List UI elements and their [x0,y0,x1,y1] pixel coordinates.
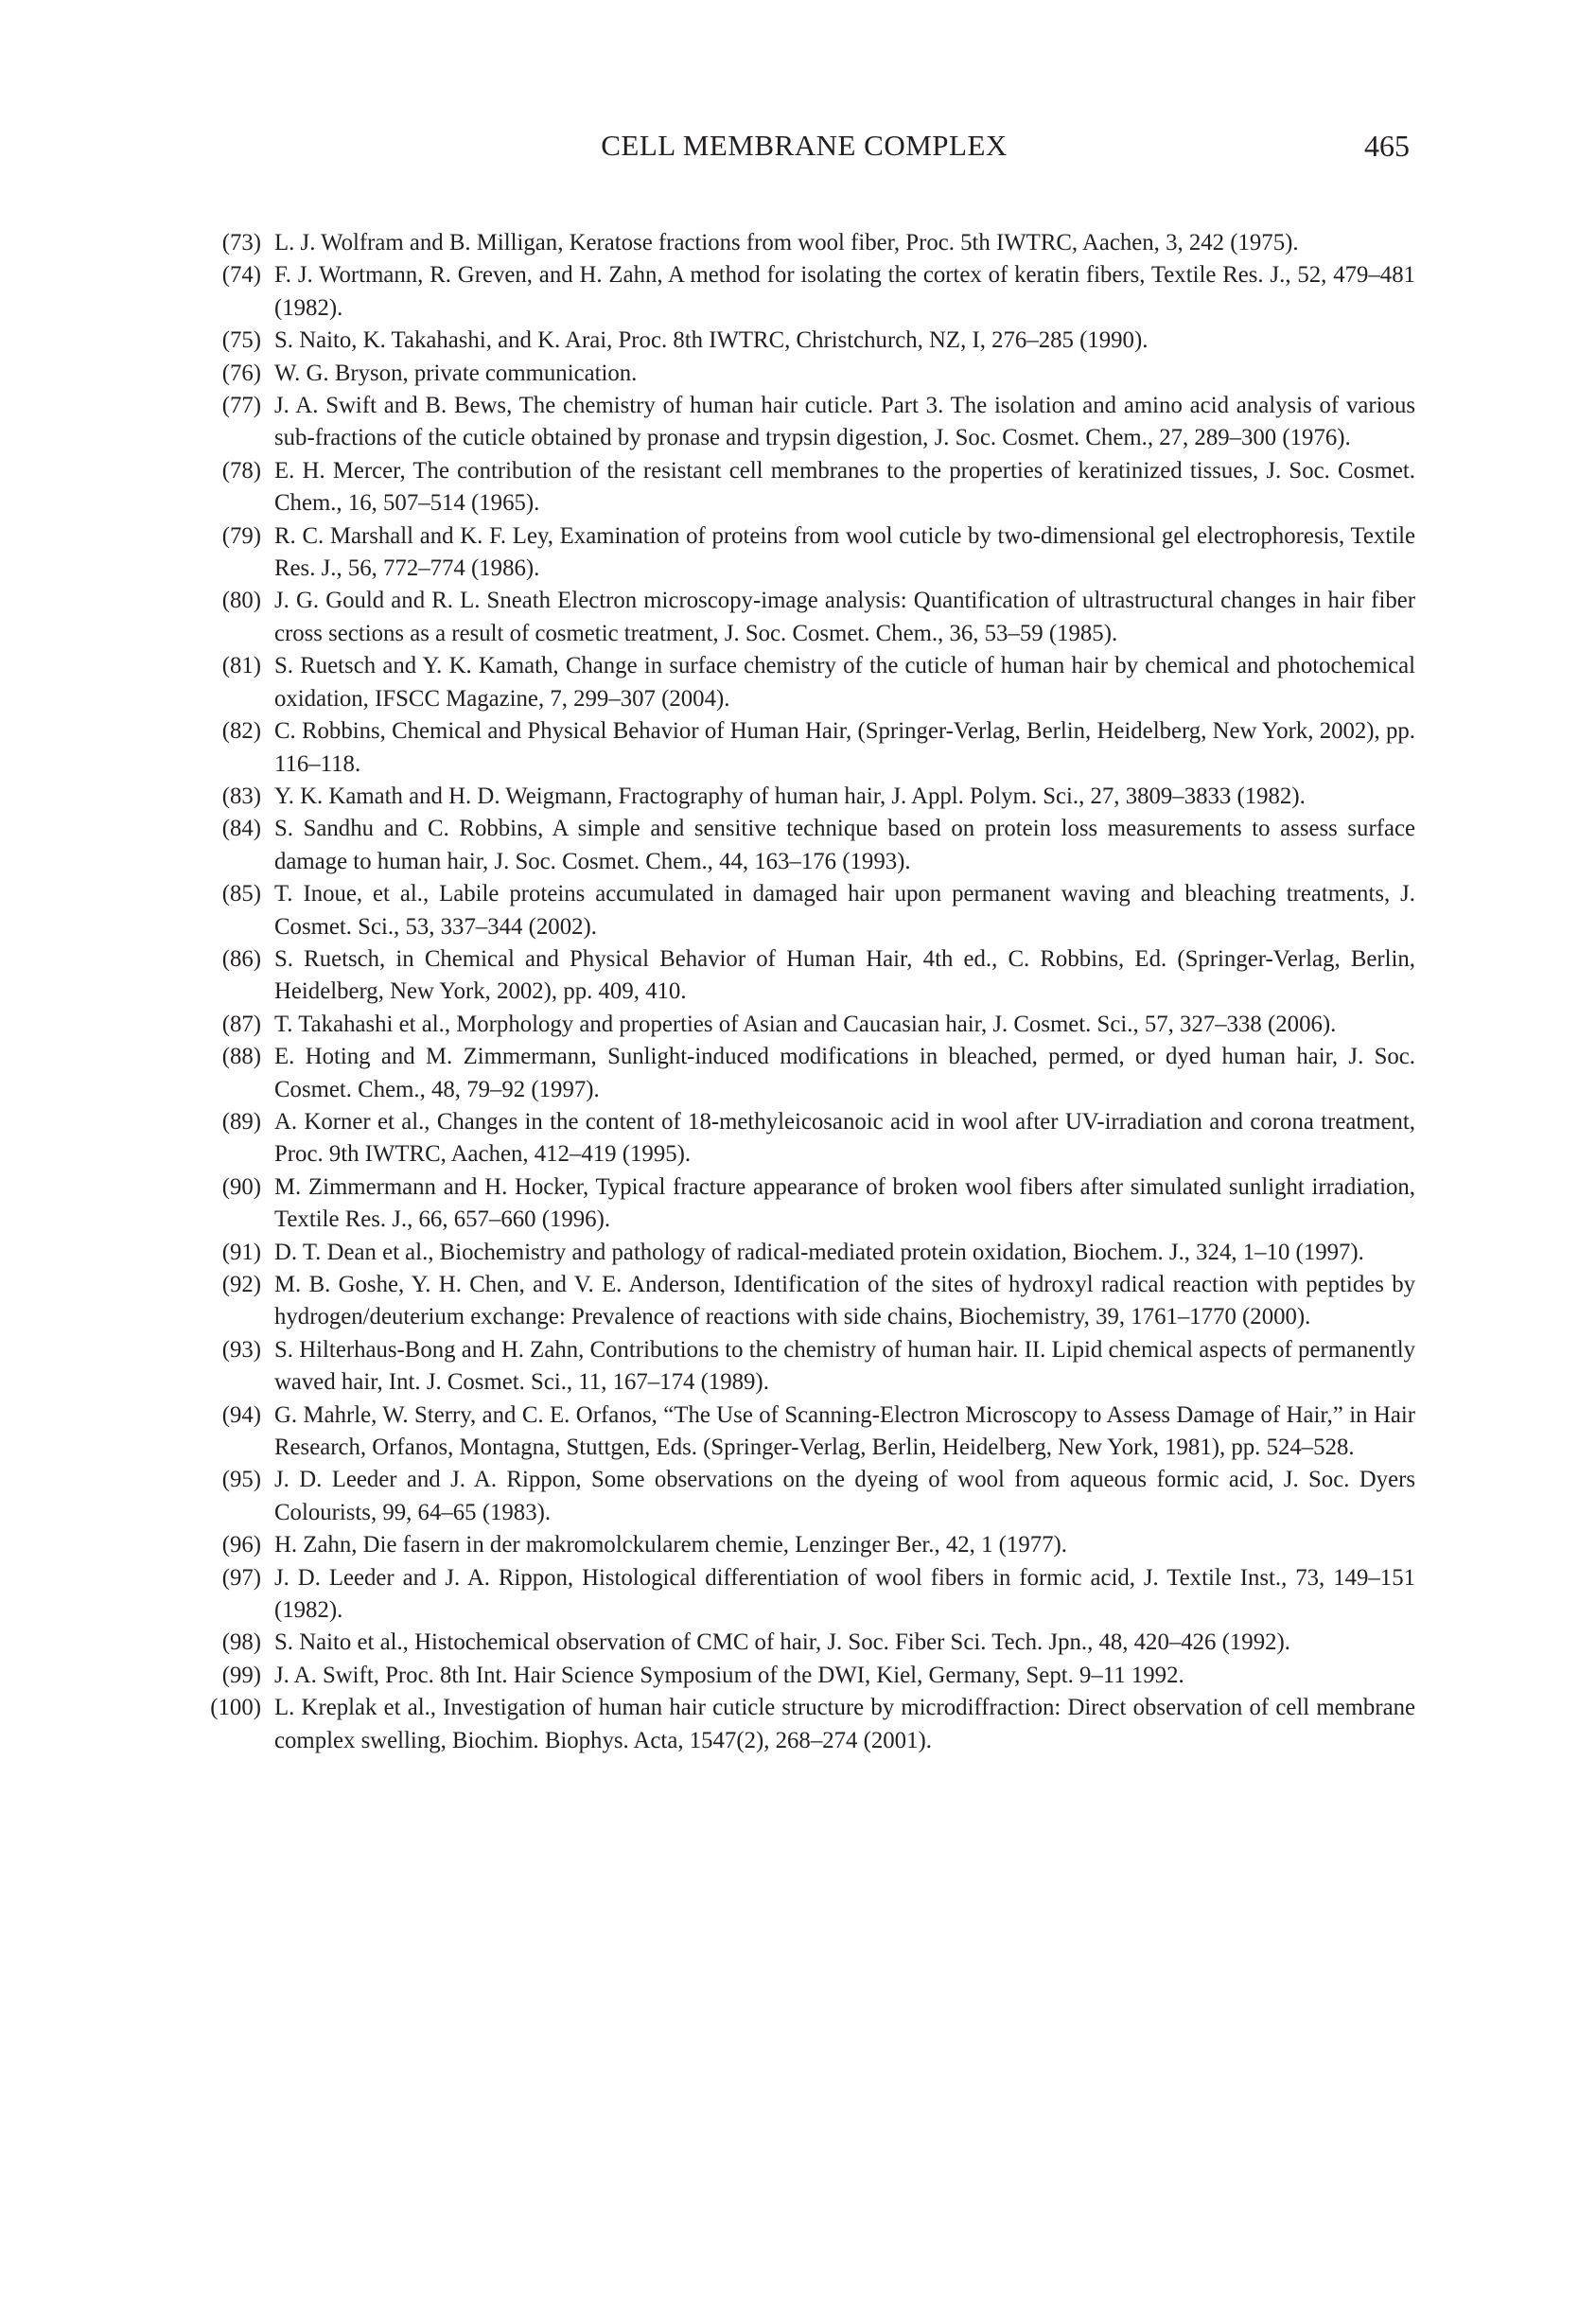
reference-text: J. G. Gould and R. L. Sneath Electron microscopy-image analysis: Quantification of ultrastructural changes in hair fiber cross sections as a result of cosmetic treatment, J. Soc. Cosmet. Chem., 36, 53–59 (1985). [274,588,1415,646]
reference-text: R. C. Marshall and K. F. Ley, Examination of proteins from wool cuticle by two-dimensional gel electrophoresis, Textile Res. J., 56, 772–774 (1986). [274,522,1415,582]
reference-item [195,1041,1415,1106]
reference-number: (82) [221,718,261,745]
reference-text: S. Ruetsch, in Chemical and Physical Behavior of Human Hair, 4th ed., C. Robbins, Ed. (Springer-Verlag, Berlin, Heidelberg, New York, 2002), pp. 409, 410. [274,945,1415,1005]
reference-text: S. Ruetsch and Y. K. Kamath, Change in surface chemistry of the cuticle of human hair by chemical and photochemical oxidation, IFSCC Magazine, 7, 299–307 (2004). [274,653,1415,712]
reference-item [195,1660,1415,1692]
reference-text: S. Naito et al., Histochemical observation of CMC of hair, J. Soc. Fiber Sci. Tech. Jpn., 48, 420–426 (1992). [274,1629,1290,1656]
reference-number: (77) [221,393,261,419]
reference-item [195,455,1415,520]
reference-item [195,878,1415,943]
reference-text: Y. K. Kamath and H. D. Weigmann, Fractography of human hair, J. Appl. Polym. Sci., 27, 3809–3833 (1982). [274,783,1306,809]
reference-item [195,943,1415,1009]
reference-item [195,1106,1415,1171]
reference-number: (81) [221,653,261,679]
reference-item [195,1009,1415,1041]
reference-number: (88) [221,1044,261,1070]
reference-list [195,227,1415,1757]
reference-item [195,1692,1415,1757]
reference-item [195,813,1415,878]
reference-number: (95) [221,1467,261,1493]
running-title: CELL MEMBRANE COMPLEX [601,129,1008,162]
reference-number: (92) [221,1272,261,1297]
reference-number: (97) [221,1564,261,1591]
reference-text: C. Robbins, Chemical and Physical Behavior of Human Hair, (Springer-Verlag, Berlin, Heidelberg, New York, 2002), pp. 116–118. [274,718,1415,777]
reference-number: (99) [221,1662,261,1688]
reference-item [195,259,1415,325]
reference-text: D. T. Dean et al., Biochemistry and pathology of radical-mediated protein oxidation, Biochem. J., 324, 1–10 (1997). [274,1239,1364,1265]
reference-item [195,1171,1415,1237]
reference-text: J. D. Leeder and J. A. Rippon, Some observations on the dyeing of wool from aqueous formic acid, J. Soc. Dyers Colourists, 99, 64–65 (1983). [274,1467,1415,1525]
reference-number: (84) [221,816,261,842]
reference-number: (75) [221,327,261,354]
reference-item [195,520,1415,586]
reference-number: (76) [221,360,261,386]
reference-number: (90) [221,1173,261,1200]
reference-number: (96) [221,1532,261,1558]
reference-number: (86) [221,945,261,972]
reference-text: S. Sandhu and C. Robbins, A simple and sensitive technique based on protein loss measurements to assess surface damage to human hair, J. Soc. Cosmet. Chem., 44, 163–176 (1993). [274,816,1415,874]
reference-item [195,1627,1415,1659]
reference-item [195,650,1415,715]
reference-item [195,390,1415,455]
reference-item [195,325,1415,357]
reference-item [195,781,1415,813]
reference-item [195,1399,1415,1465]
page-header [199,129,1410,170]
reference-text: T. Takahashi et al., Morphology and properties of Asian and Caucasian hair, J. Cosmet. Sci., 57, 327–338 (2006). [274,1011,1337,1037]
reference-text: J. A. Swift, Proc. 8th Int. Hair Science Symposium of the DWI, Kiel, Germany, Sept. 9–11 1992. [274,1662,1184,1688]
reference-text: M. Zimmermann and H. Hocker, Typical fracture appearance of broken wool fibers after simulated sunlight irradiation, Textile Res. J., 66, 657–660 (1996). [274,1173,1415,1233]
reference-number: (73) [221,230,261,255]
reference-number: (100) [210,1695,261,1721]
reference-number: (79) [221,522,261,549]
reference-number: (80) [221,588,261,614]
reference-text: J. D. Leeder and J. A. Rippon, Histological differentiation of wool fibers in formic acid, J. Textile Inst., 73, 149–151 (1982). [274,1564,1415,1624]
reference-text: G. Mahrle, W. Sterry, and C. E. Orfanos, “The Use of Scanning-Electron Microscopy to Assess Damage of Hair,” in Hair Research, Orfanos, Montagna, Stuttgen, Eds. (Springer-Verlag, Berlin, Heidelberg, New York, 1981), pp. 524–528. [274,1401,1415,1461]
reference-item [195,1237,1415,1269]
reference-text: J. A. Swift and B. Bews, The chemistry of human hair cuticle. Part 3. The isolation and amino acid analysis of various sub-fractions of the cuticle obtained by pronase and trypsin digestion, J. Soc. Cosmet. Chem., 27, 289–300 (1976). [274,393,1415,451]
reference-text: L. J. Wolfram and B. Milligan, Keratose fractions from wool fiber, Proc. 5th IWTRC, Aachen, 3, 242 (1975). [274,230,1299,255]
reference-text: M. B. Goshe, Y. H. Chen, and V. E. Anderson, Identification of the sites of hydroxyl radical reaction with peptides by hydrogen/deuterium exchange: Prevalence of reactions with side chains, Biochemistry, 39, 1761–1770 (2000). [274,1272,1415,1330]
reference-number: (93) [221,1336,261,1363]
reference-text: S. Hilterhaus-Bong and H. Zahn, Contributions to the chemistry of human hair. II. Lipid chemical aspects of permanently waved hair, Int. J. Cosmet. Sci., 11, 167–174 (1989). [274,1336,1415,1396]
reference-number: (98) [221,1629,261,1656]
reference-text: W. G. Bryson, private communication. [274,360,638,386]
reference-item [195,1562,1415,1628]
reference-number: (87) [221,1011,261,1037]
reference-item [195,715,1415,781]
reference-text: F. J. Wortmann, R. Greven, and H. Zahn, A method for isolating the cortex of keratin fibers, Textile Res. J., 52, 479–481 (1982). [274,262,1415,321]
reference-text: A. Korner et al., Changes in the content of 18-methyleicosanoic acid in wool after UV-irradiation and corona treatment, Proc. 9th IWTRC, Aachen, 412–419 (1995). [274,1108,1415,1168]
reference-text: T. Inoue, et al., Labile proteins accumulated in damaged hair upon permanent waving and bleaching treatments, J. Cosmet. Sci., 53, 337–344 (2002). [274,881,1415,940]
reference-text: H. Zahn, Die fasern in der makromolckularem chemie, Lenzinger Ber., 42, 1 (1977). [274,1532,1067,1558]
reference-text: E. Hoting and M. Zimmermann, Sunlight-induced modifications in bleached, permed, or dyed human hair, J. Soc. Cosmet. Chem., 48, 79–92 (1997). [274,1044,1415,1102]
reference-item [195,1269,1415,1334]
reference-number: (89) [221,1108,261,1135]
reference-number: (74) [221,262,261,289]
reference-item [195,1334,1415,1399]
reference-text: S. Naito, K. Takahashi, and K. Arai, Proc. 8th IWTRC, Christchurch, NZ, I, 276–285 (1990). [274,327,1149,354]
reference-number: (83) [221,783,261,809]
page-number: 465 [1364,129,1410,163]
reference-number: (91) [221,1239,261,1265]
reference-number: (85) [221,881,261,907]
reference-text: E. H. Mercer, The contribution of the resistant cell membranes to the properties of keratinized tissues, J. Soc. Cosmet. Chem., 16, 507–514 (1965). [274,457,1415,517]
reference-text: L. Kreplak et al., Investigation of human hair cuticle structure by microdiffraction: Direct observation of cell membrane complex swelling, Biochim. Biophys. Acta, 1547(2), 268–274 (2001). [274,1695,1415,1753]
reference-item [195,1529,1415,1561]
reference-number: (78) [221,457,261,484]
reference-number: (94) [221,1401,261,1428]
reference-item [195,1464,1415,1529]
reference-item [195,585,1415,650]
reference-item [195,358,1415,390]
reference-item [195,227,1415,259]
